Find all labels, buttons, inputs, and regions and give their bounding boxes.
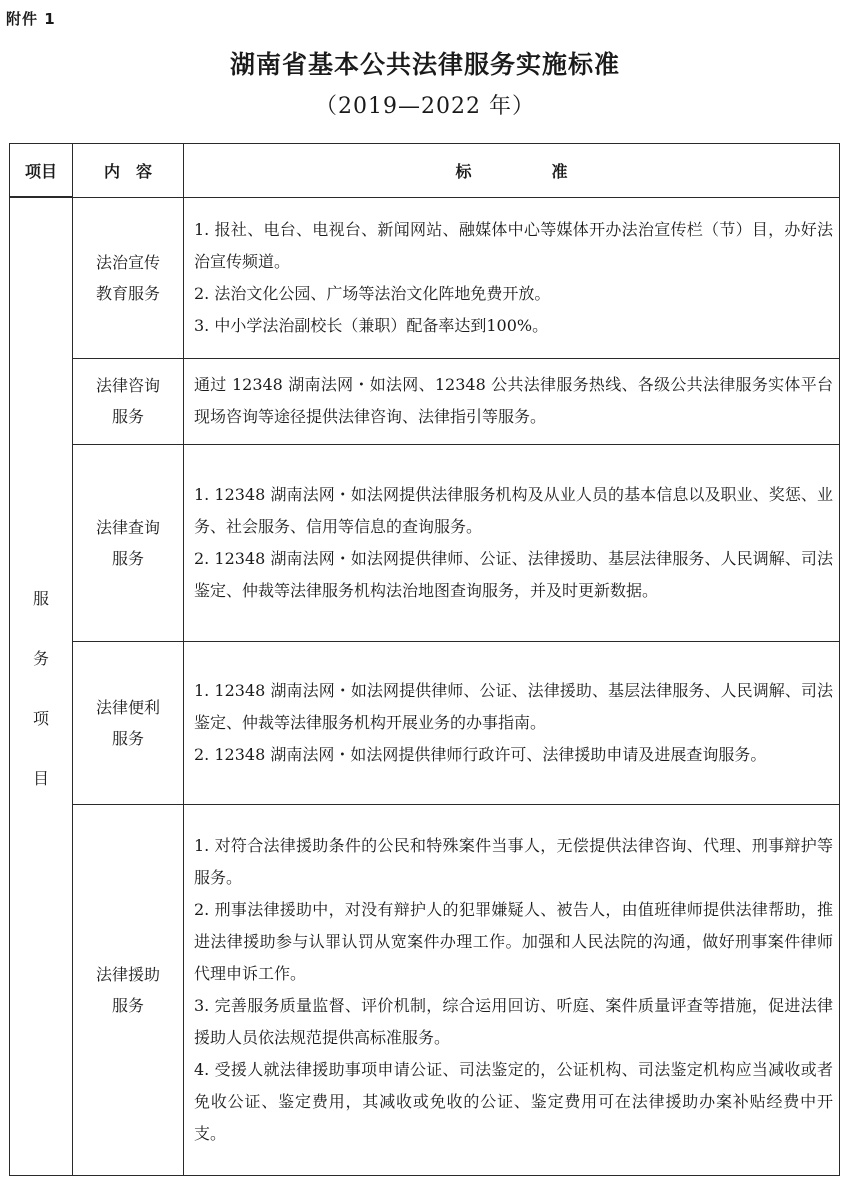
content-cell xyxy=(73,804,184,1175)
standard-cell xyxy=(184,444,840,641)
standard-item: 4. 受援人就法律援助事项申请公证、司法鉴定的，公证机构、司法鉴定机构应当减收或者免收公证、鉴定费用，其减收或免收的公证、鉴定费用可在法律援助办案补贴经费中开支。 xyxy=(194,1059,833,1143)
table-row xyxy=(10,197,840,358)
table-header-row xyxy=(10,144,840,198)
standard-item: 通过 12348 湖南法网・如法网、12348 公共法律服务热线、各级公共法律服务实体平台现场咨询等途径提供法律咨询、法律指引等服务。 xyxy=(194,375,833,426)
standard-item: 1. 报社、电台、电视台、新闻网站、融媒体中心等媒体开办法治宣传栏（节）目，办好法治宣传频道。 xyxy=(194,219,833,271)
table-row xyxy=(10,358,840,444)
standard-cell xyxy=(184,358,840,444)
standard-cell xyxy=(184,804,840,1175)
project-group-char: 务 xyxy=(32,649,49,669)
project-group-char: 项 xyxy=(32,709,49,729)
content-label-line: 服务 xyxy=(111,407,144,426)
content-label-line: 服务 xyxy=(111,995,144,1015)
content-label-line: 法律便利 xyxy=(95,697,160,717)
standard-item: 2. 法治文化公园、广场等法治文化阵地免费开放。 xyxy=(194,283,551,303)
document-title: 湖南省基本公共法律服务实施标准 xyxy=(229,50,620,79)
content-cell xyxy=(73,358,184,444)
content-cell xyxy=(73,197,184,358)
standard-item: 2. 刑事法律援助中，对没有辩护人的犯罪嫌疑人、被告人，由值班律师提供法律帮助，推进法律援助参与认罪认罚从宽案件办理工作。加强和人民法院的沟通，做好刑事案件律师代理申诉工作。 xyxy=(194,899,833,983)
standard-item: 3. 中小学法治副校长（兼职）配备率达到100%。 xyxy=(194,315,549,335)
standard-cell xyxy=(184,641,840,804)
column-header-standard: 标 准 xyxy=(184,144,840,198)
standard-cell xyxy=(184,197,840,358)
project-group-char: 服 xyxy=(32,589,49,609)
project-group-label xyxy=(33,589,49,788)
standard-item: 1. 12348 湖南法网・如法网提供律师、公证、法律援助、基层法律服务、人民调解、司法鉴定、仲裁等法律服务机构开展业务的办事指南。 xyxy=(194,680,833,732)
table-row xyxy=(10,444,840,641)
content-cell xyxy=(73,641,184,804)
content-label-line: 法律查询 xyxy=(95,517,160,537)
standard-item: 1. 对符合法律援助条件的公民和特殊案件当事人，无偿提供法律咨询、代理、刑事辩护等服务。 xyxy=(194,835,833,887)
standard-item: 1. 12348 湖南法网・如法网提供法律服务机构及从业人员的基本信息以及职业、奖惩、业务、社会服务、信用等信息的查询服务。 xyxy=(194,484,833,536)
column-header-content: 内 容 xyxy=(73,144,184,198)
table-row xyxy=(10,641,840,804)
attachment-label: 附件 1 xyxy=(6,10,56,28)
standard-item: 3. 完善服务质量监督、评价机制，综合运用回访、听庭、案件质量评查等措施，促进法律援助人员依法规范提供高标准服务。 xyxy=(194,995,833,1047)
content-cell xyxy=(73,444,184,641)
standards-table xyxy=(9,143,840,1176)
project-group-char: 目 xyxy=(32,769,49,789)
document-subtitle: （2019—2022 年） xyxy=(315,94,535,119)
table-row xyxy=(10,804,840,1175)
project-group-cell xyxy=(10,197,73,1175)
content-label-line: 教育服务 xyxy=(95,283,160,303)
content-label-line: 法治宣传 xyxy=(95,252,160,272)
standard-item: 2. 12348 湖南法网・如法网提供律师、公证、法律援助、基层法律服务、人民调解、司法鉴定、仲裁等法律服务机构法治地图查询服务，并及时更新数据。 xyxy=(194,548,833,600)
standard-item: 2. 12348 湖南法网・如法网提供律师行政许可、法律援助申请及进展查询服务。 xyxy=(194,744,767,764)
content-label-line: 法律援助 xyxy=(95,964,160,984)
column-header-project: 项目 xyxy=(10,144,73,198)
content-label-line: 服务 xyxy=(111,548,144,568)
content-label-line: 法律咨询 xyxy=(95,376,160,395)
content-label-line: 服务 xyxy=(111,728,144,748)
